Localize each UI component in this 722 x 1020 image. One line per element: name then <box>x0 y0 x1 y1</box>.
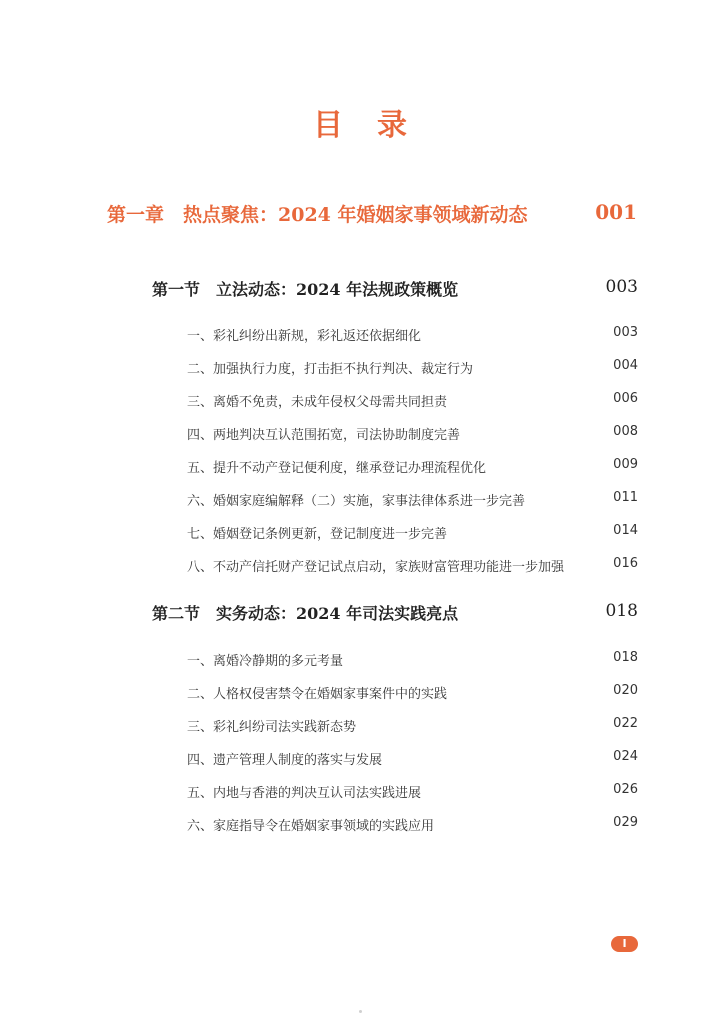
section-heading-2[interactable] <box>152 601 638 627</box>
entry-page-number: 011 <box>613 490 638 505</box>
toc-entry[interactable] <box>187 683 638 703</box>
toc-title: 目 录 <box>313 108 409 143</box>
entry-page-number: 016 <box>613 556 638 571</box>
entry-label: 五、提升不动产登记便利度，继承登记办理流程优化 <box>187 461 487 476</box>
entry-label: 八、不动产信托财产登记试点启动，家族财富管理功能进一步加强 <box>187 560 565 575</box>
entry-label: 四、两地判决互认范围拓宽，司法协助制度完善 <box>187 428 461 443</box>
entry-page-number: 014 <box>613 523 638 538</box>
entry-label: 二、人格权侵害禁令在婚姻家事案件中的实践 <box>187 687 448 702</box>
section-page-number: 018 <box>605 601 638 621</box>
toc-entry[interactable] <box>187 650 638 670</box>
toc-entry[interactable] <box>187 391 638 411</box>
chapter-page-number: 001 <box>595 200 637 224</box>
entry-label: 一、离婚冷静期的多元考量 <box>187 654 344 669</box>
toc-entry[interactable] <box>187 749 638 769</box>
entry-page-number: 008 <box>613 424 638 439</box>
entry-page-number: 026 <box>613 782 638 797</box>
toc-entry[interactable] <box>187 556 638 576</box>
entry-page-number: 018 <box>613 650 638 665</box>
footer-dot <box>359 1010 362 1013</box>
section-heading-1[interactable] <box>152 277 638 303</box>
section-label: 第一节 立法动态：2024 年法规政策概览 <box>152 280 459 299</box>
entry-label: 七、婚姻登记条例更新，登记制度进一步完善 <box>187 527 448 542</box>
entry-page-number: 006 <box>613 391 638 406</box>
entry-page-number: 022 <box>613 716 638 731</box>
chapter-label: 第一章 热点聚焦：2024 年婚姻家事领域新动态 <box>107 204 528 226</box>
section-page-number: 003 <box>605 277 638 297</box>
entry-label: 三、彩礼纠纷司法实践新态势 <box>187 720 357 735</box>
entry-label: 六、家庭指导令在婚姻家事领域的实践应用 <box>187 819 435 834</box>
entry-label: 二、加强执行力度，打击拒不执行判决、裁定行为 <box>187 362 474 377</box>
entry-page-number: 009 <box>613 457 638 472</box>
chapter-heading[interactable] <box>107 200 637 232</box>
entry-label: 五、内地与香港的判决互认司法实践进展 <box>187 786 422 801</box>
entry-page-number: 004 <box>613 358 638 373</box>
entry-label: 三、离婚不免责，未成年侵权父母需共同担责 <box>187 395 448 410</box>
section-label: 第二节 实务动态：2024 年司法实践亮点 <box>152 604 459 623</box>
toc-entry[interactable] <box>187 716 638 736</box>
toc-entry[interactable] <box>187 815 638 835</box>
toc-entry[interactable] <box>187 490 638 510</box>
entry-label: 一、彩礼纠纷出新规，彩礼返还依据细化 <box>187 329 422 344</box>
entry-label: 四、遗产管理人制度的落实与发展 <box>187 753 383 768</box>
entry-page-number: 024 <box>613 749 638 764</box>
entry-page-number: 003 <box>613 325 638 340</box>
page-number-badge: I <box>611 936 638 952</box>
entry-page-number: 020 <box>613 683 638 698</box>
toc-entry[interactable] <box>187 457 638 477</box>
entry-label: 六、婚姻家庭编解释（二）实施，家事法律体系进一步完善 <box>187 494 526 509</box>
toc-entry[interactable] <box>187 782 638 802</box>
entry-page-number: 029 <box>613 815 638 830</box>
toc-entry[interactable] <box>187 358 638 378</box>
toc-entry[interactable] <box>187 523 638 543</box>
toc-entry[interactable] <box>187 424 638 444</box>
toc-entry[interactable] <box>187 325 638 345</box>
